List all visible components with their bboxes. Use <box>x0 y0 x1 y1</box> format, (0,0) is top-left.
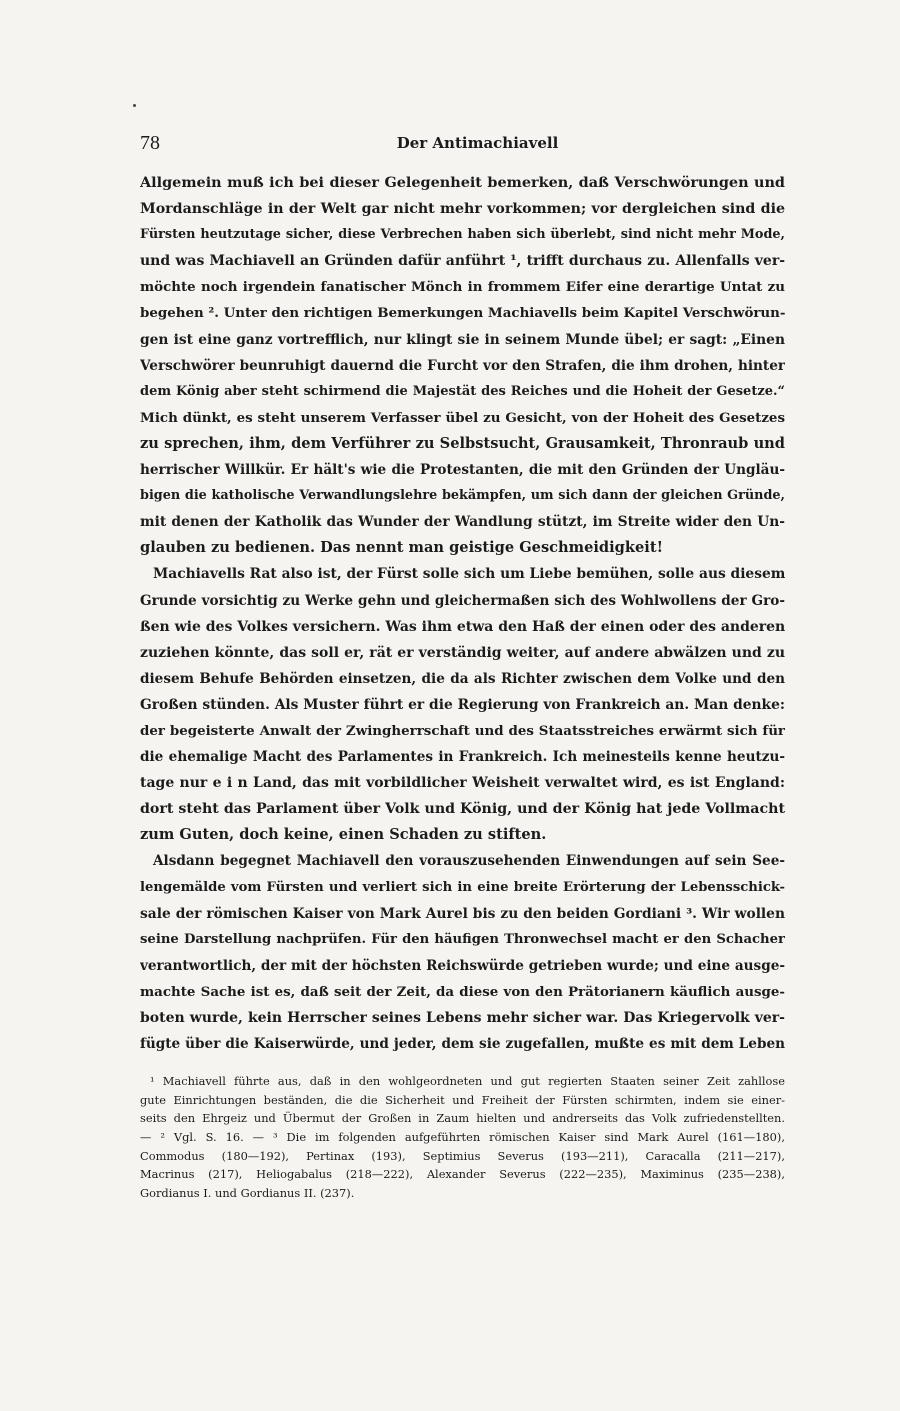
footnote-line: Commodus (180—192), Pertinax (193), Septimius Severus (193—211), Caracalla (211—217), <box>140 1148 785 1163</box>
footnote-line: ¹ Machiavell führte aus, daß in den wohlgeordneten und gut regierten Staaten seiner Zeit zahllose <box>150 1074 785 1088</box>
text-line: diesem Behufe Behörden einsetzen, die da als Richter zwischen dem Volke und den <box>140 670 785 687</box>
page-number: 78 <box>140 132 160 154</box>
body-text <box>140 170 785 1057</box>
text-line: dem König aber steht schirmend die Majestät des Reiches und die Hoheit der Gesetze.“ <box>140 383 785 399</box>
text-line: fügte über die Kaiserwürde, und jeder, dem sie zugefallen, mußte es mit dem Leben <box>140 1036 785 1053</box>
text-line: tage nur e i n Land, das mit vorbildlicher Weisheit verwaltet wird, es ist England: <box>140 775 785 792</box>
text-line: Alsdann begegnet Machiavell den vorauszusehenden Einwendungen auf sein See- <box>153 853 785 870</box>
text-line: verantwortlich, der mit der höchsten Reichswürde getrieben wurde; und eine ausge- <box>140 957 785 974</box>
text-line: zu sprechen, ihm, dem Verführer zu Selbstsucht, Grausamkeit, Thronraub und <box>140 434 785 452</box>
text-line: Verschwörer beunruhigt dauernd die Furcht vor den Strafen, die ihm drohen, hinter <box>140 357 785 374</box>
text-line: zuziehen könnte, das soll er, rät er verständig weiter, auf andere abwälzen und zu <box>140 644 785 661</box>
footnote-line: — ² Vgl. S. 16. — ³ Die im folgenden aufgeführten römischen Kaiser sind Mark Aurel (161—180), <box>140 1130 785 1145</box>
text-line: ßen wie des Volkes versichern. Was ihm etwa den Haß der einen oder des anderen <box>140 618 785 635</box>
text-line: Allgemein muß ich bei dieser Gelegenheit bemerken, daß Verschwörungen und <box>140 174 785 191</box>
text-line: Machiavells Rat also ist, der Fürst solle sich um Liebe bemühen, solle aus diesem <box>153 566 785 583</box>
text-line: mit denen der Katholik das Wunder der Wandlung stützt, im Streite wider den Un- <box>140 514 785 531</box>
text-line: machte Sache ist es, daß seit der Zeit, da diese von den Prätorianern käuflich ausge- <box>140 983 785 1000</box>
text-line: gen ist eine ganz vortrefflich, nur klingt sie in seinem Munde übel; er sagt: „Einen <box>140 331 785 348</box>
footnote-line: seits den Ehrgeiz und Übermut der Großen in Zaum hielten und andrerseits das Volk zufriedenstellten. <box>140 1111 785 1126</box>
text-line: möchte noch irgendein fanatischer Mönch in frommem Eifer eine derartige Untat zu <box>140 279 785 296</box>
text-line: der begeisterte Anwalt der Zwingherrschaft und des Staatsstreiches erwärmt sich für <box>140 722 785 739</box>
text-line: und was Machiavell an Gründen dafür anführt ¹, trifft durchaus zu. Allenfalls ver- <box>140 253 785 270</box>
text-line: seine Darstellung nachprüfen. Für den häufigen Thronwechsel macht er den Schacher <box>140 931 785 947</box>
footnote-line: Macrinus (217), Heliogabalus (218—222), Alexander Severus (222—235), Maximinus (235—238), <box>140 1167 785 1182</box>
text-line: herrischer Willkür. Er hält's wie die Protestanten, die mit den Gründen der Ungläu- <box>140 462 785 479</box>
text-line: glauben zu bedienen. Das nennt man geistige Geschmeidigkeit! <box>140 539 663 557</box>
print-speck <box>133 104 136 107</box>
text-line: lengemälde vom Fürsten und verliert sich in eine breite Erörterung der Lebensschick- <box>140 879 785 895</box>
text-line: Mordanschläge in der Welt gar nicht mehr vorkommen; vor dergleichen sind die <box>140 201 785 218</box>
text-line: boten wurde, kein Herrscher seines Lebens mehr sicher war. Das Kriegervolk ver- <box>140 1010 785 1026</box>
footnotes <box>140 1072 785 1203</box>
text-line: begehen ². Unter den richtigen Bemerkungen Machiavells beim Kapitel Verschwörun- <box>140 305 785 322</box>
text-line: die ehemalige Macht des Parlamentes in Frankreich. Ich meinesteils kenne heutzu- <box>140 749 785 766</box>
running-title: Der Antimachiavell <box>396 134 559 152</box>
page-header <box>140 132 785 156</box>
text-line: Fürsten heutzutage sicher, diese Verbrechen haben sich überlebt, sind nicht mehr Mode, <box>140 227 785 243</box>
text-line: Grunde vorsichtig zu Werke gehn und gleichermaßen sich des Wohlwollens der Gro- <box>140 592 785 609</box>
text-line: Mich dünkt, es steht unserem Verfasser übel zu Gesicht, von der Hoheit des Gesetzes <box>140 409 785 426</box>
text-line: dort steht das Parlament über Volk und König, und der König hat jede Vollmacht <box>140 801 785 818</box>
text-line: sale der römischen Kaiser von Mark Aurel bis zu den beiden Gordiani ³. Wir wollen <box>140 905 785 922</box>
text-line: bigen die katholische Verwandlungslehre bekämpfen, um sich dann der gleichen Gründe, <box>140 488 785 504</box>
text-line: zum Guten, doch keine, einen Schaden zu stiften. <box>140 826 547 844</box>
text-line: Großen stünden. Als Muster führt er die Regierung von Frankreich an. Man denke: <box>140 696 785 713</box>
footnote-line: gute Einrichtungen beständen, die die Sicherheit und Freiheit der Fürsten schirmten, indem sie einer- <box>140 1092 785 1107</box>
footnote-line: Gordianus I. und Gordianus II. (237). <box>140 1186 355 1201</box>
